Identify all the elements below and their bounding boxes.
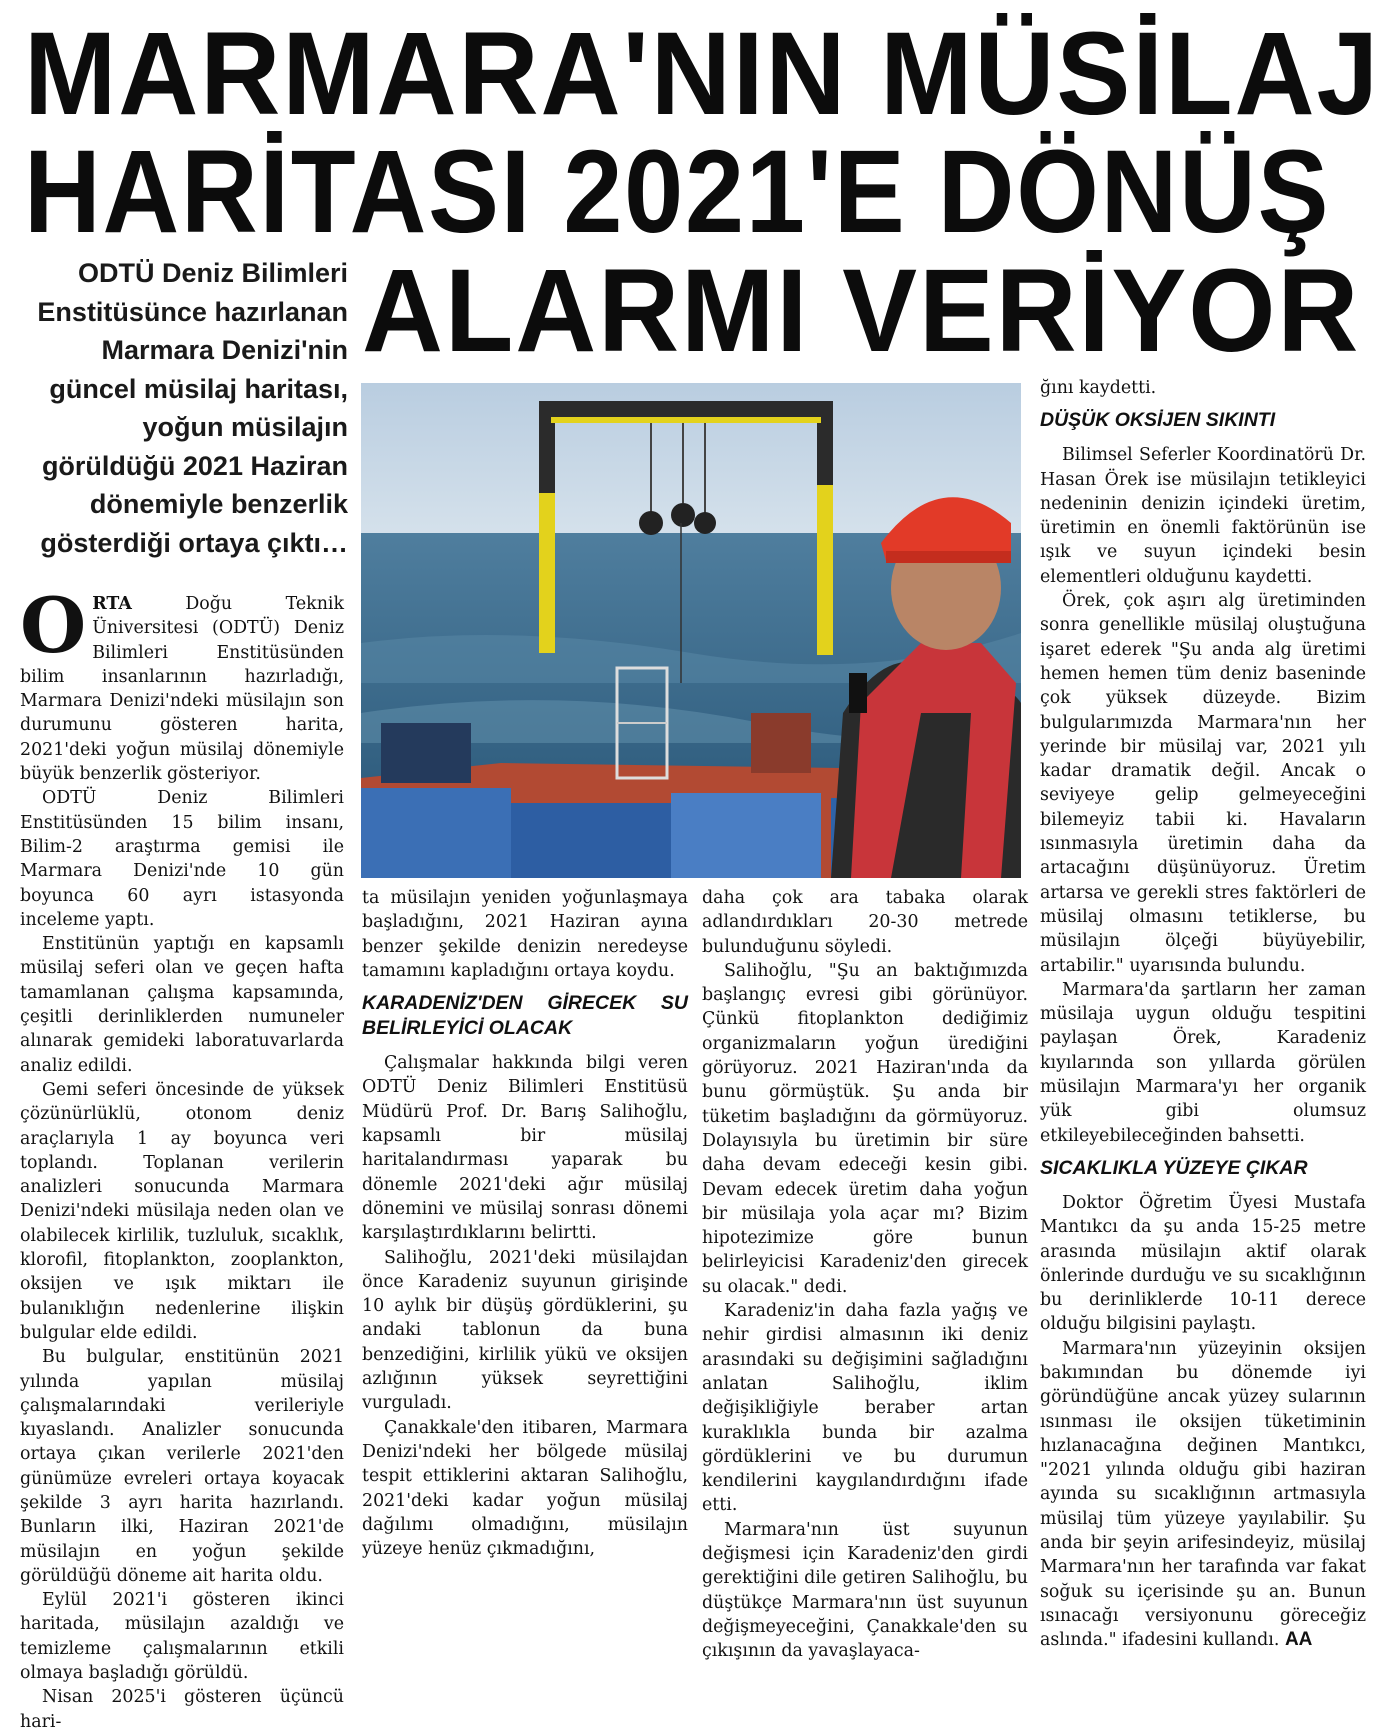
paragraph: ODTÜ Deniz Bilimleri Enstitüsünden 15 bilim insanı, Bilim-2 araştırma gemisi ile Marmara Denizi'nde 10 gün boyunca 60 ayrı istasyonda inceleme yaptı. [20,788,344,930]
paragraph: Nisan 2025'i gösteren üçüncü hari- [20,1687,344,1732]
subheading-oksijen: DÜŞÜK OKSİJEN SIKINTI [1040,409,1276,432]
headline-line-1: MARMARA'NIN MÜSİLAJ [24,8,1381,140]
ship-deck-photo [361,383,1021,878]
paragraph: Çalışmalar hakkında bilgi veren ODTÜ Deniz Bilimleri Enstitüsü Müdürü Prof. Dr. Barış Salihoğlu, kapsamlı bir müsilaj haritalandırması yaparak bu dönemle 2021'deki ağır müsilaj dönemini ve müsilaj sonrası dönemi karşılaştırdıklarını belirtti. [362,1053,688,1244]
paragraph: Salihoğlu, "Şu an baktığımızda başlangıç evresi gibi görünüyor. Çünkü fitoplankton dediğimiz organizmaların yoğun ürediğini görüyoruz. 2021 Haziran'ında da bunu görmüştük. Şu anda bir tüketim başladığını da görmüyoruz. Dolayısıyla bu üretimin bir süre daha devam edeceği kesin gibi. Devam edecek üretim daha yoğun bir müsilaja yola açar mı? Bizim hipotezimize göre bunun belirleyicisi Karadeniz'den girecek su olacak." dedi. [702,960,1028,1297]
article-column-3 [702,886,1028,1664]
paragraph-text: Marmara'nın yüzeyinin oksijen bakımından bu dönemde iyi göründüğüne ancak yüzey sularının ısınması ile oksijen tüketiminin hızlanacağına değinen Mantıkcı, "2021 yılında olduğu gibi haziran ayında su sıcaklığının artmasıyla müsilaj tüm yüzeye yayılabilir. Şu anda bir şeyin arifesindeyiz, müsilaj Marmara'nın her tarafında var fakat soğuk su içerisinde şu an. Bunun ısınacağı versiyonunu göreceğiz aslında." ifadesini kullandı. [1040,1338,1366,1651]
article-photo [361,383,1021,878]
paragraph: Marmara'nın üst suyunun değişmesi için Karadeniz'den girdi gerektiğini dile getiren Salihoğlu, bu düştükçe Marmara'nın üst suyunun değişmeyeceğini, Çanakkale'den su çıkışının da yavaşlayaca- [702,1519,1028,1662]
lead-word: RTA [92,594,132,614]
subheading-karadeniz: KARADENİZ'DEN GİRECEK SU BELİRLEYİCİ OLACAK [362,992,688,1040]
paragraph: ğını kaydetti. [1040,378,1157,398]
paragraph: Karadeniz'in daha fazla yağış ve nehir girdisi almasının iki deniz arasındaki su değişimini sağladığını anlatan Salihoğlu, iklim değişikliğiyle beraber artan kuraklıkla bunda bir azalma gördüklerini ve bu durumun kendilerini kaygılandırdığını ifade etti. [702,1301,1028,1516]
paragraph: Gemi seferi öncesinde de yüksek çözünürlüklü, otonom deniz araçlarıyla 1 ay boyunca veri toplandı. Toplanan verilerin analizleri sonucunda Marmara Denizi'ndeki müsilaja neden olan ve olabilecek kirlilik, tuzluluk, sıcaklık, klorofil, fitoplankton, zooplankton, oksijen ve ışık miktarı ile bulanıklığın nedenlerine ilişkin bulgular elde edildi. [20,1079,344,1343]
paragraph: daha çok ara tabaka olarak adlandırdıkları 20-30 metrede bulunduğunu söyledi. [702,888,1028,957]
paragraph [20,581,344,786]
paragraph: Eylül 2021'i gösteren ikinci haritada, müsilajın azaldığı ve temizleme çalışmalarının etkili olmaya başladığı görüldü. [20,1590,344,1684]
drop-cap: O [20,581,87,670]
paragraph: Marmara'da şartların her zaman müsilaja uygun olduğu tespitini paylaşan Örek, Karadeniz kıyılarında son yıllarda görülen müsilajın Marmara'yı her organik yük gibi olumsuz etkileyebileceğinden bahsetti. [1040,979,1366,1146]
paragraph: Örek, çok aşırı alg üretiminden sonra genellikle müsilaj oluştuğuna işaret ederek "Şu anda alg üretimi hemen hemen tüm deniz baseninde çok yüksek düzeyde. Bizim bulgularımızda Marmara'nın her yerinde bir müsilaj var, 2021 yılı kadar dramatik değil. Ancak o seviyeye gelip gelmeyeceğini bilemeyiz tabii ki. Havaların ısınmasıyla üretimin daha da artacağını düşünüyoruz. Üretim artarsa ve gerekli stres faktörleri de müsilaj olmasını tetiklerse, bu müsilajın ölçeği büyüyebilir, artabilir." uyarısında bulundu. [1040,591,1366,976]
paragraph: ta müsilajın yeniden yoğunlaşmaya başladığını, 2021 Haziran ayına benzer şekilde denizin neredeyse tamamını kapladığını ortaya koydu. [362,888,688,981]
paragraph: Çanakkale'den itibaren, Marmara Denizi'ndeki her bölgede müsilaj tespit ettiklerini aktaran Salihoğlu, 2021'deki kadar yoğun müsilaj dağılımı olmadığını, müsilajın yüzeye henüz çıkmadığını, [362,1417,688,1560]
paragraph: Enstitünün yaptığı en kapsamlı müsilaj seferi olan ve geçen hafta tamamlanan çalışma kapsamında, çeşitli derinliklerden numuneler alınarak gemideki laboratuvarlarda analiz edildi. [20,934,344,1076]
article-column-4 [1040,376,1366,1653]
article-column-2 [362,886,688,1561]
paragraph [1040,1337,1366,1653]
paragraph: Bu bulgular, enstitünün 2021 yılında yapılan müsilaj çalışmalarındaki verileriyle kıyaslandı. Analizler sonucunda ortaya çıkan verilerle 2021'den günümüze evreleri ortaya koyacak şekilde 3 ayrı harita hazırlandı. Bunların ilki, Haziran 2021'de müsilajın en yoğun şekilde görüldüğü döneme ait harita oldu. [20,1347,344,1586]
subheading-sicaklik: SICAKLIKLA YÜZEYE ÇIKAR [1040,1156,1308,1179]
deck-summary: ODTÜ Deniz Bilimleri Enstitüsünce hazırlanan Marmara Denizi'nin güncel müsilaj haritası, yoğun müsilajın görüldüğü 2021 Haziran dönemiyle benzerlik gösterdiği ortaya çıktı… [37,258,348,558]
paragraph-text: Doğu Teknik Üniversitesi (ODTÜ) Deniz Bilimleri Enstitüsünden bilim insanlarının hazırladığı, Marmara Denizi'ndeki müsilajın son durumunu gösteren harita, 2021'deki yoğun müsilaj dönemiyle büyük benzerlik gösteriyor. [20,594,344,785]
paragraph: Doktor Öğretim Üyesi Mustafa Mantıkcı da şu anda 15-25 metre arasında müsilajın aktif olarak önlerinde durduğu ve su sıcaklığının bu derinliklerde 10-11 derece olduğu bilgisini paylaştı. [1040,1192,1366,1335]
paragraph: Salihoğlu, 2021'deki müsilajdan önce Karadeniz suyunun girişinde 10 aylık bir düşüş gördüklerini, şu andaki tablonun da buna benzediğini, kirlilik yükü ve oksijen azlığının yüksek seyrettiğini vurguladı. [362,1247,688,1414]
paragraph: Bilimsel Seferler Koordinatörü Dr. Hasan Örek ise müsilajın tetikleyici nedeninin denizin içindeki üretim, üretimin en önemli faktörünün ise ışık ve suyun içindeki besin elementleri olduğunu kaydetti. [1040,445,1366,587]
article-column-1 [20,581,344,1734]
headline-line-3: ALARMI VERİYOR [362,245,1361,377]
agency-signature: AA [1284,1629,1313,1651]
headline-line-2: HARİTASI 2021'E DÖNÜŞ [24,126,1331,258]
